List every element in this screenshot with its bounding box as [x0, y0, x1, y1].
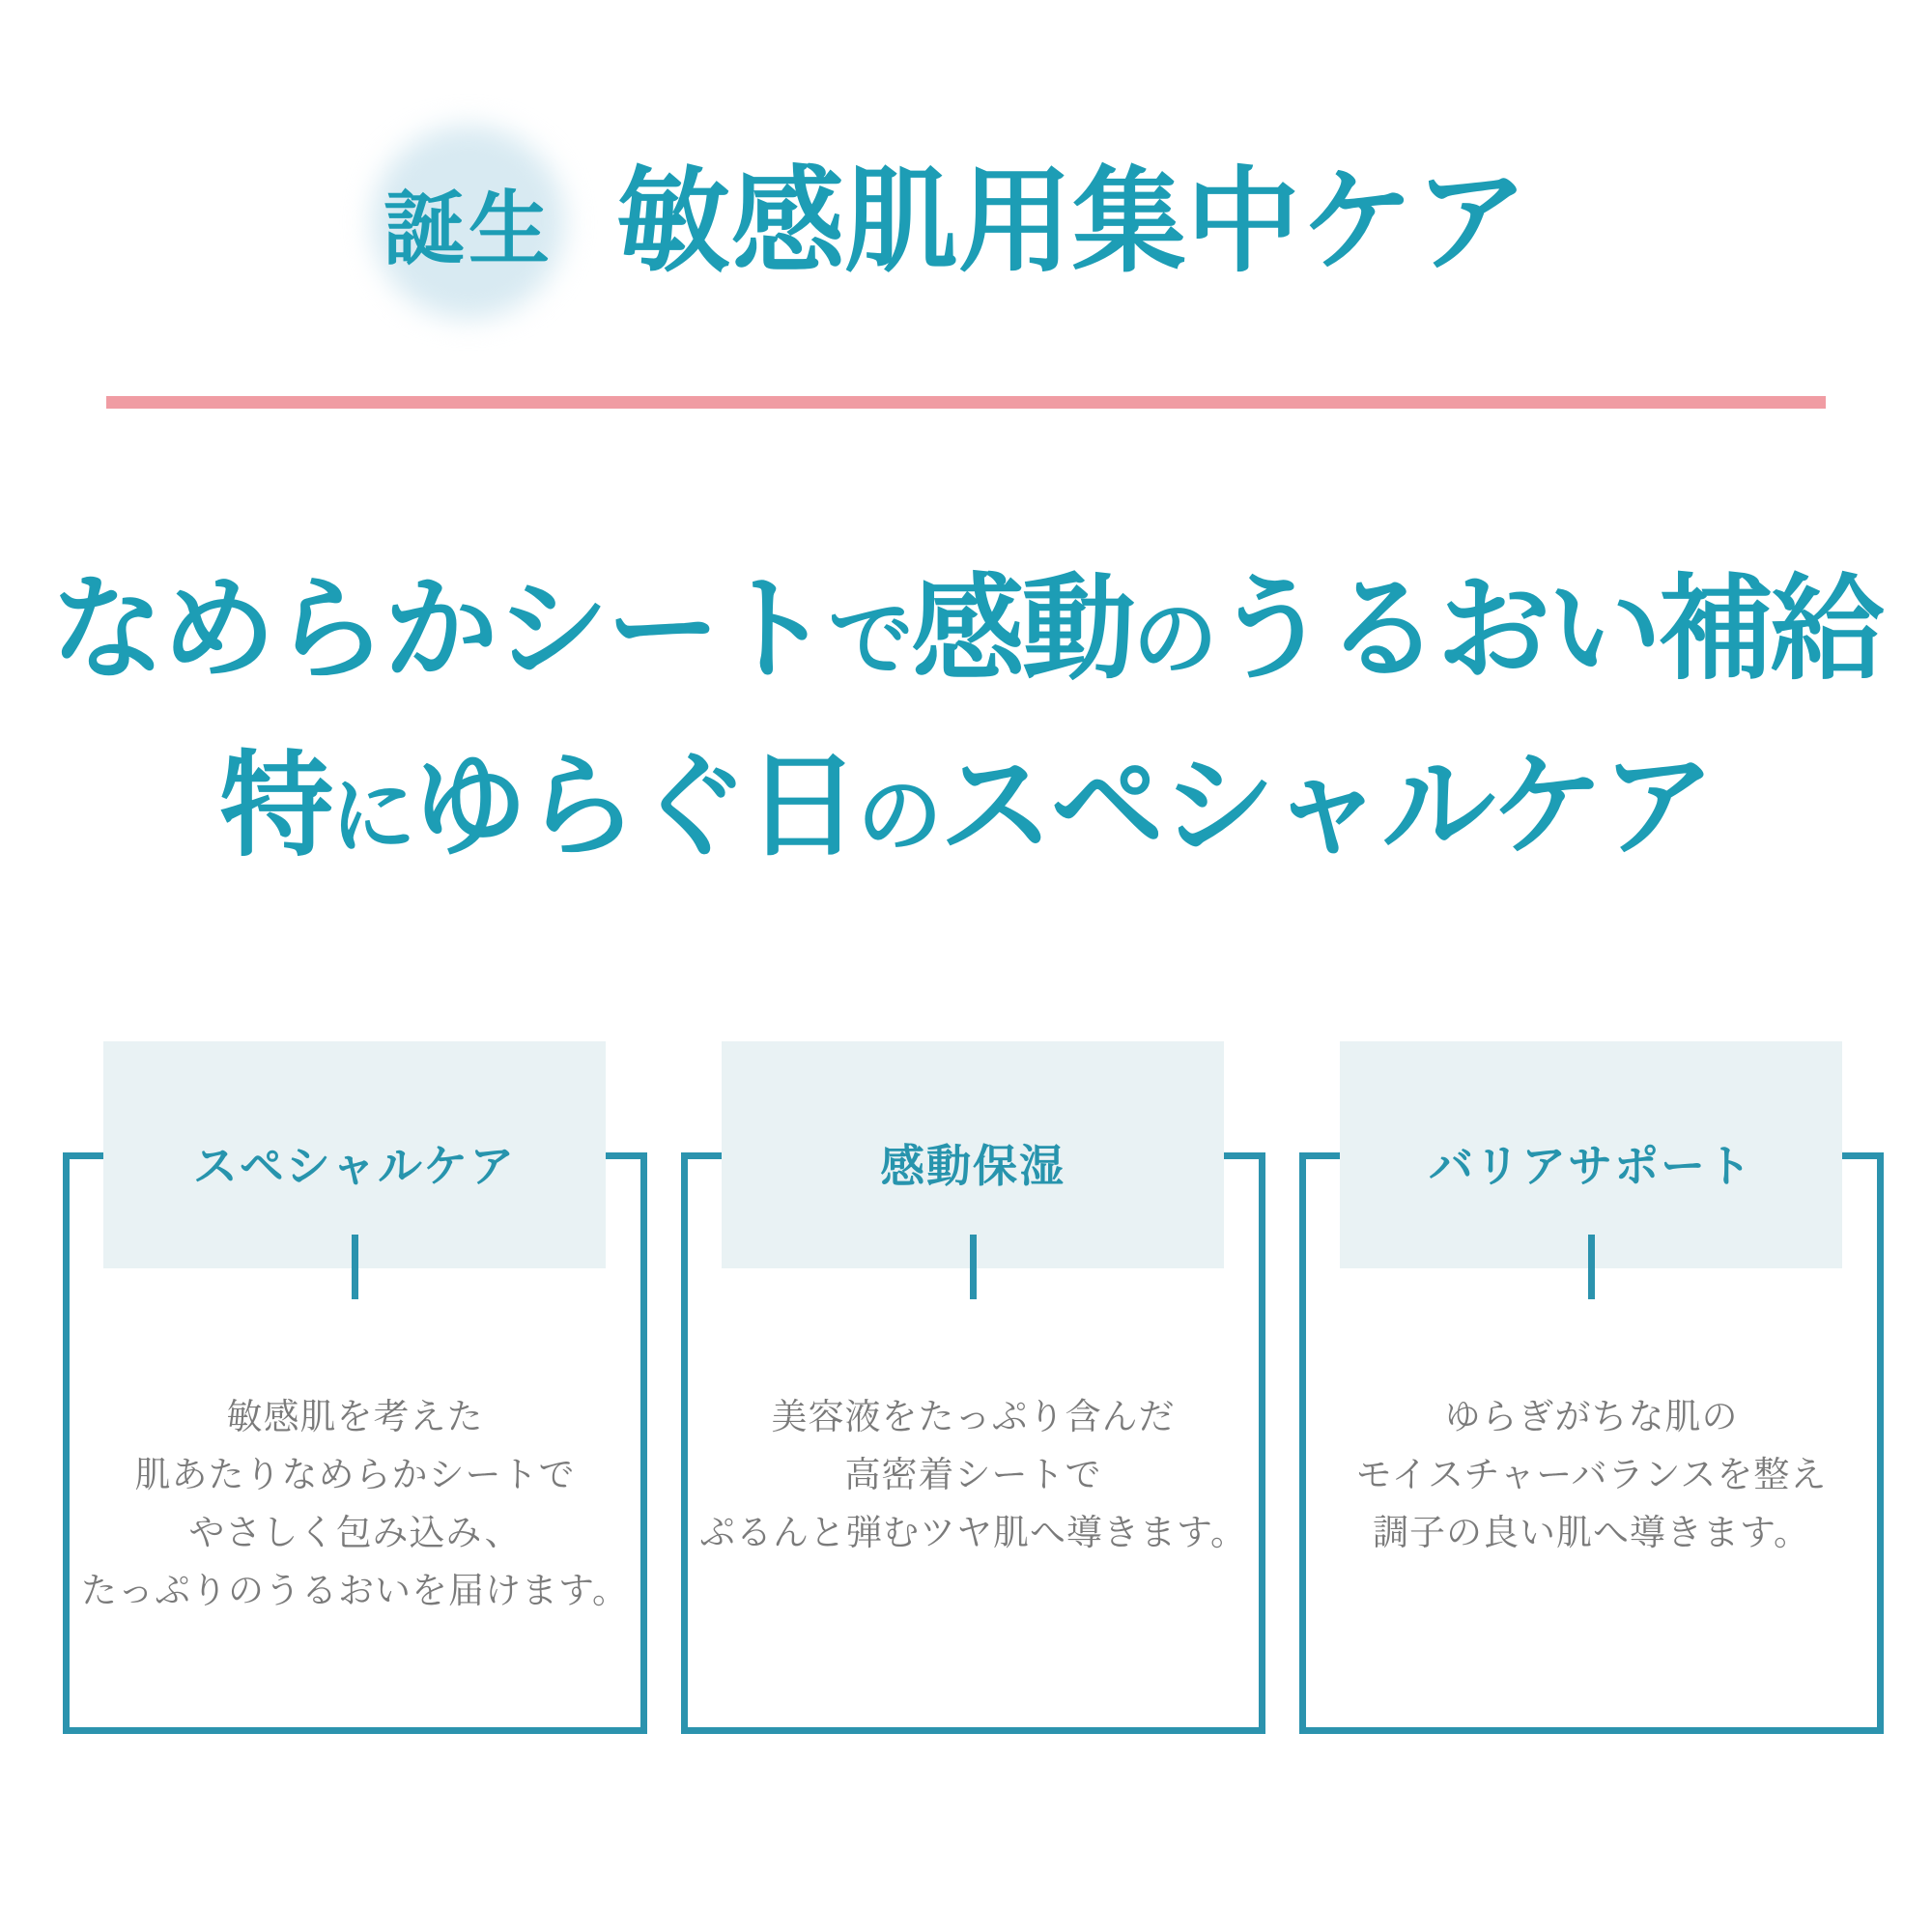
headline-particle: で	[828, 591, 911, 687]
card-body-line: ゆらぎがちな肌の	[1444, 1397, 1739, 1436]
card-body-line: 調子の良い肌へ導きます。	[1372, 1513, 1811, 1552]
card-body	[688, 1388, 1259, 1562]
headline-particle: に	[330, 768, 413, 864]
headline-segment: なめらかシート	[50, 566, 829, 694]
card-body-line: ぷるんと弾むツヤ肌へ導きます。	[698, 1513, 1248, 1552]
card-body-line: やさしく包み込み、	[188, 1513, 522, 1552]
card-body-line: 敏感肌を考えた	[226, 1397, 484, 1436]
card-title: 感動保湿	[880, 1141, 1065, 1191]
headline-line1	[0, 565, 1932, 704]
headline-line2	[0, 742, 1932, 881]
headline-particle: の	[1132, 591, 1215, 687]
badge-label: 誕生	[383, 183, 554, 274]
headline-segment: うるおい補給	[1214, 566, 1882, 694]
card-body	[70, 1388, 640, 1620]
card-body-line: 肌あたりなめらかシートで	[134, 1455, 576, 1494]
card-body-line: たっぷりのうるおいを届けます。	[80, 1571, 630, 1610]
card-title: バリアサポート	[1429, 1141, 1753, 1191]
headline-particle: の	[857, 768, 940, 864]
headline-segment: ゆらぐ日	[412, 743, 858, 870]
page-title: 敏感肌用集中ケア	[616, 158, 1529, 286]
card-connector-line	[1588, 1235, 1595, 1299]
card-body	[1306, 1388, 1877, 1562]
card-body-line: 美容液をたっぷり含んだ	[771, 1397, 1176, 1436]
card-connector-line	[970, 1235, 977, 1299]
card-body-line: モイスチャーバランスを整え	[1355, 1455, 1828, 1494]
headline-segment: 感動	[910, 566, 1133, 694]
headline-segment: スペシャルケア	[939, 743, 1713, 870]
card-connector-line	[352, 1235, 358, 1299]
card-title: スペシャルケア	[192, 1141, 517, 1191]
card-body-line: 高密着シートで	[844, 1455, 1102, 1494]
headline-segment: 特	[219, 743, 331, 870]
divider-line	[106, 396, 1826, 409]
